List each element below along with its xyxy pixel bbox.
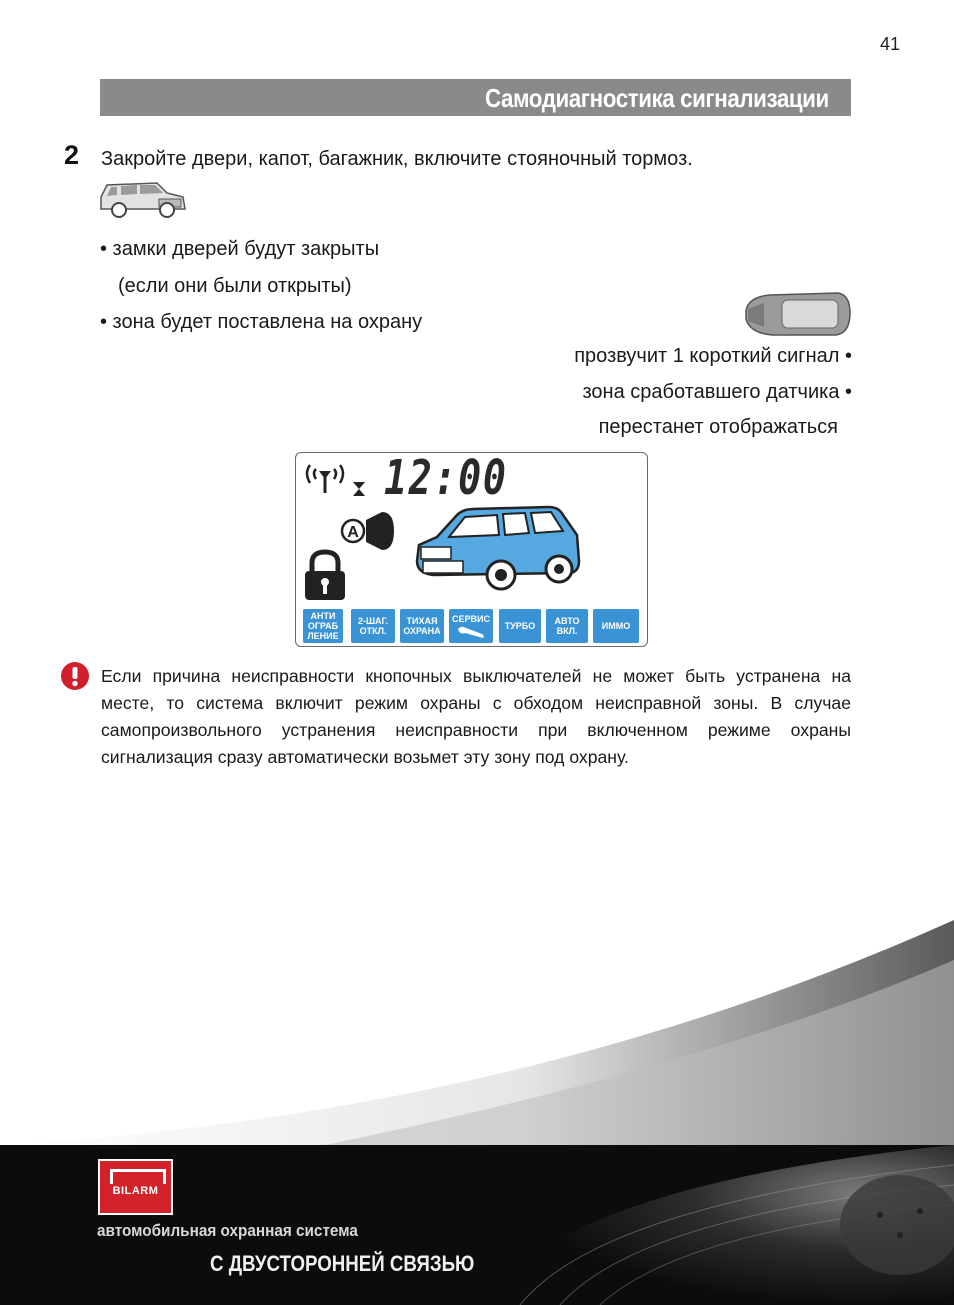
lcd-clock: 12:00 xyxy=(384,450,508,506)
wrench-icon xyxy=(456,625,486,639)
bilarm-logo xyxy=(98,1159,173,1215)
step-number: 2 xyxy=(64,140,80,170)
page-number: 41 xyxy=(880,34,901,54)
remote-result-hidden: перестанет отображаться xyxy=(598,416,838,438)
lcd-btn-two-step-disarm: 2-ШАГ. ОТКЛ. xyxy=(351,609,395,643)
antenna-signal-icon xyxy=(302,461,348,495)
warning-text: Если причина неисправности кнопочных выключателей не может быть устранена на месте, то система включит режим охраны с обходом неисправной зоны. В случае самопроизвольного устранения неисправности при включенном режиме охраны сигнализация сразу автоматически возьмет эту зону под охрану. xyxy=(101,666,851,767)
footer-banner xyxy=(0,1145,954,1305)
footer-tagline: автомобильная охранная система xyxy=(97,1221,358,1240)
remote-key-fob-icon xyxy=(742,289,854,339)
section-header xyxy=(100,79,851,116)
remote-result-beep: прозвучит 1 короткий сигнал • xyxy=(574,345,852,367)
section-title: Самодиагностика сигнализации xyxy=(485,83,829,113)
lcd-btn-turbo: ТУРБО xyxy=(499,609,541,643)
car-icon xyxy=(97,179,189,221)
warning-icon xyxy=(60,661,90,691)
hourglass-icon xyxy=(352,481,366,497)
lcd-btn-service: СЕРВИС xyxy=(449,609,493,643)
lock-icon xyxy=(302,549,348,603)
brand-name: BILARM xyxy=(112,1185,159,1197)
auto-siren-icon xyxy=(340,508,396,554)
auto-mode-label: A xyxy=(347,524,359,541)
lcd-btn-anti-robbery: АНТИ ОГРАБ ЛЕНИЕ xyxy=(303,609,343,643)
lcd-display xyxy=(295,452,648,647)
lcd-btn-immo: ИММО xyxy=(593,609,639,643)
lcd-btn-auto-start: АВТО ВКЛ. xyxy=(546,609,588,643)
bullet-zone-armed: • зона будет поставлена на охрану xyxy=(100,311,423,333)
car-lcd-icon xyxy=(413,501,587,593)
decorative-swoosh xyxy=(0,900,954,1150)
step-instruction: Закройте двери, капот, багажник, включите стояночный тормоз. xyxy=(101,148,693,170)
bullet-doors-note: (если они были открыты) xyxy=(118,275,352,297)
footer-slogan: С ДВУСТОРОННЕЙ СВЯЗЬЮ xyxy=(210,1251,475,1276)
lcd-btn-silent-arm: ТИХАЯ ОХРАНА xyxy=(400,609,444,643)
bullet-doors-locked: • замки дверей будут закрыты xyxy=(100,238,380,260)
remote-result-zone: зона сработавшего датчика • xyxy=(582,381,852,403)
